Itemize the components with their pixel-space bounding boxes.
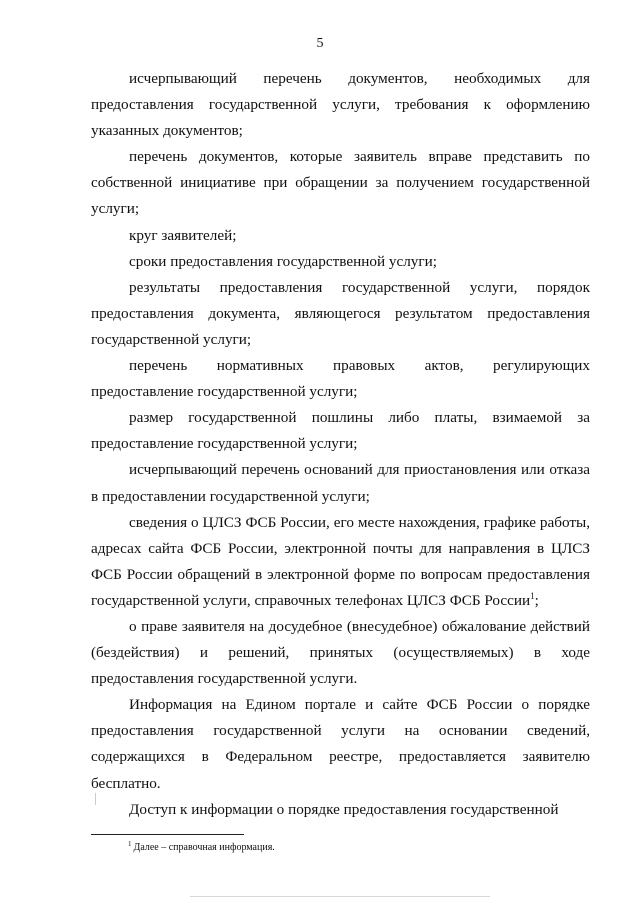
paragraph-center-info <box>91 510 590 614</box>
paragraph-documents-list: исчерпывающий перечень документов, необходимых для предоставления государственной услуги, требования к оформлению указанных документов; <box>91 70 590 140</box>
footnote-divider <box>91 834 244 835</box>
paragraph-deadlines: сроки предоставления государственной услуги; <box>129 252 437 270</box>
paragraph-appeal-right: о праве заявителя на досудебное (внесудебное) обжалование действий (бездействия) и решений, принятых (осуществляемых) в ходе предоставления государственной услуги. <box>91 617 590 688</box>
paragraph-refusal-grounds: исчерпывающий перечень оснований для приостановления или отказа в предоставлении государственной услуги; <box>91 461 590 505</box>
document-body <box>91 66 590 823</box>
scan-artifact <box>95 793 96 805</box>
paragraph-legal-acts: перечень нормативных правовых актов, регулирующих предоставление государственной услуги; <box>91 357 590 401</box>
footnote-mark: 1 <box>128 839 132 848</box>
footnote <box>128 839 275 853</box>
footnote-reference: 1 <box>530 590 535 601</box>
footnote-text: Далее – справочная информация. <box>133 842 275 853</box>
paragraph-applicants: круг заявителей; <box>129 226 237 244</box>
center-info-end: ; <box>534 591 539 609</box>
paragraph-portal-info: Информация на Едином портале и сайте ФСБ России о порядке предоставления государственной услуги на основании сведений, содержащихся в Федеральном реестре, предоставляется заявителю бесплатно. <box>91 696 590 792</box>
paragraph-fee: размер государственной пошлины либо платы, взимаемой за предоставление государственной услуги; <box>91 409 590 453</box>
page-number: 5 <box>316 36 324 51</box>
center-info-text: сведения о ЦЛСЗ ФСБ России, его месте нахождения, графике работы, адресах сайта ФСБ России, электронной почты для направления в ЦЛСЗ ФСБ России обращений в электронной форме по вопросам предоставления государственной услуги, справочных телефонах ЦЛСЗ ФСБ России <box>91 513 590 609</box>
paragraph-own-initiative-documents: перечень документов, которые заявитель вправе представить по собственной инициативе при обращении за получением государственной услуги; <box>91 148 590 218</box>
paragraph-access: Доступ к информации о порядке предоставления государственной <box>129 800 559 818</box>
paragraph-results: результаты предоставления государственной услуги, порядок предоставления документа, являющегося результатом предоставления государственной услуги; <box>91 278 590 348</box>
page-bottom-edge <box>190 896 490 897</box>
